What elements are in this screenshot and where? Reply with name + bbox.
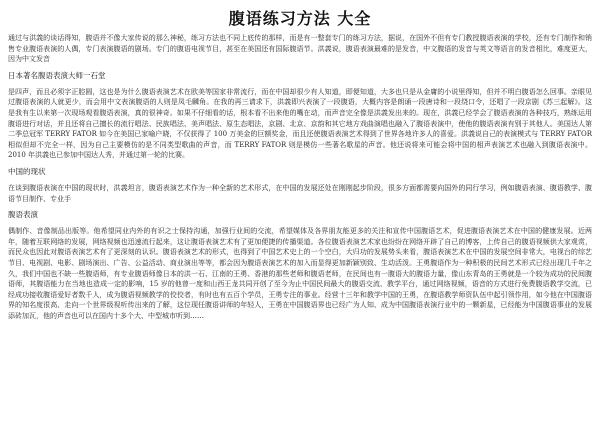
- document-body: [8, 33, 592, 321]
- body-paragraph: 通过与洪義的谈话得知，腹语并不像大家传说的那么神秘，练习方法也不同上底传的那样，而是有一整套专门的练习方法，据说，在国外不但有专门教授腹语表演的学校，还有专门制作和销售专业腹语表演的人偶，专门表演腹语的剧场。专门的腹语电视节目，甚至在美国还有国际腹语节。洪義说，腹语表演最难的是发音，中文腹语的发音与英文等语言的发音相比，难度更大，因为中文发音: [8, 34, 592, 64]
- body-paragraph: 偶制作、音像制品出版等。他希望同业内外的有识之士保持沟通，加强行业间的交流，希望媒体及各界朋友能更多的关注和宣传中国腹语艺术，促进腹语表演艺术在中国的健康发展。近两年，随着互联网络的发展，网络视频也迅速流行起来，这让腹语表演艺术有了更加便捷的传播渠道。各位腹语表演艺术家也纷纷在网络开辟了自己的博客，上传自己的腹语视频供大家观赏，而民众也因此对腹语表演艺术有了更深刻的认识。腹语表演艺术的形式，也得到了中国艺术史上的一个空白，大归功的发展势头来看，腹语表演艺术在中国的发展空间非常大，电视台的综艺节目、电视剧、电影、剧场演出、广告、公益活动、商业演出等等，都会因为腹语表演艺术的加入而显得更加新颖别致、生动活泼。王勇腹语作为一种积极的民间艺术形式已经出现几千年之久，我们中国也不缺一些腹语师，有专业腹语师像日本的洪一石、江南的王勇、香港的那些老师和腹语老师，在民间也有一腹语大的腹语力量，像山东青岛的王勇就是一个较为成功的民间腹语师，其腹语能力在当地也造成一定的影响，15 岁的他曾一度和山西王龙共同开创了至今为止中国民间最大的腹语交流、教学平台，通过网络视频，语音的方式进行免费腹语教学交流，已经成功接收腹语爱好者数千人，成为腹语视频教学的佼佼者，有时也有五百个学员，王勇专注的事业。经营十三年和教学中国的王勇，在腹语教学师资队伍中起引领作用，如今他在中国腹语界的知名度很高、走向一个世界级视听传出来的了解，这位现任腹语讲师的年轻人，王勇在中国腹语界也已经广为人知、成为中国腹语表演行业中的一颗新星，已经能为中国腹语事业的发展添砖加瓦，他的声音也可以在国内十多个大、中型城市听到……: [8, 227, 592, 320]
- document-title: 腹语练习方法 大全: [228, 9, 372, 28]
- body-paragraph: 在谈到腹语表演在中国的现状时，洪義坦言，腹语表演艺术作为一种全新的艺术形式，在中国的发展还处在刚刚起步阶段，很多方面都需要向国外的同行学习，例如腹语表演、腹语教学、腹语节目制作、专业手: [8, 183, 592, 203]
- section-heading: 中国的现状: [8, 166, 46, 176]
- body-paragraph: 是四声，而且必须字正腔圆，这也是为什么腹语表演艺术在欧美等国家非常流行，而在中国却很少有人知道，即便知道，大多也只是从金庸的小说里得知，但并不明白腹语怎么回事。亲眼见过腹语表演的人就更少，而会用中文表演腹语的人则是凤毛麟角。在我的再三请求下，洪義即兴表演了一段腹语，大概内容是朗诵一段唐诗和一段绕口令，还唱了一段京剧《苏三起解》。这是我有生以来第一次现场观看腹语表演，真的很神奇。如果不仔细看的话，根本看不出来他的嘴在动，而声音完全像是洪義发出来的。现在，洪義已经学会了腹语表演的各种技巧，熟练运用腹语进行对话，并且还将自己擅长的流行唱法、民族唱法、美声唱法、原生态唱法，京剧、北京、京韵和其它地方戏曲演唱也融入了腹语表演中，使他的腹语表演有别于其他人。美国达人第二季总冠军 TERRY FATOR 如今在美国已家喻户晓，不仅获得了 100 万美金的巨额奖金，而且还使腹语表演艺术得到了世界各地许多人的喜爱。洪義说自己的表演模式与 TERRY FATOR 相似但却不完全一样，因为自己主要模仿的是不同类型歌曲的声音，而 TERRY FATOR 则是模仿一些著名歌星的声音。他还说将来可能会将中国的相声表演艺术也融入到腹语表演中。2010 年洪義也已参加中国达人秀，并通过第一轮的比赛。: [8, 87, 592, 160]
- section-heading: 腹语表演: [8, 210, 38, 220]
- section-heading: 日本著名腹语表演大师一石堂: [8, 70, 106, 80]
